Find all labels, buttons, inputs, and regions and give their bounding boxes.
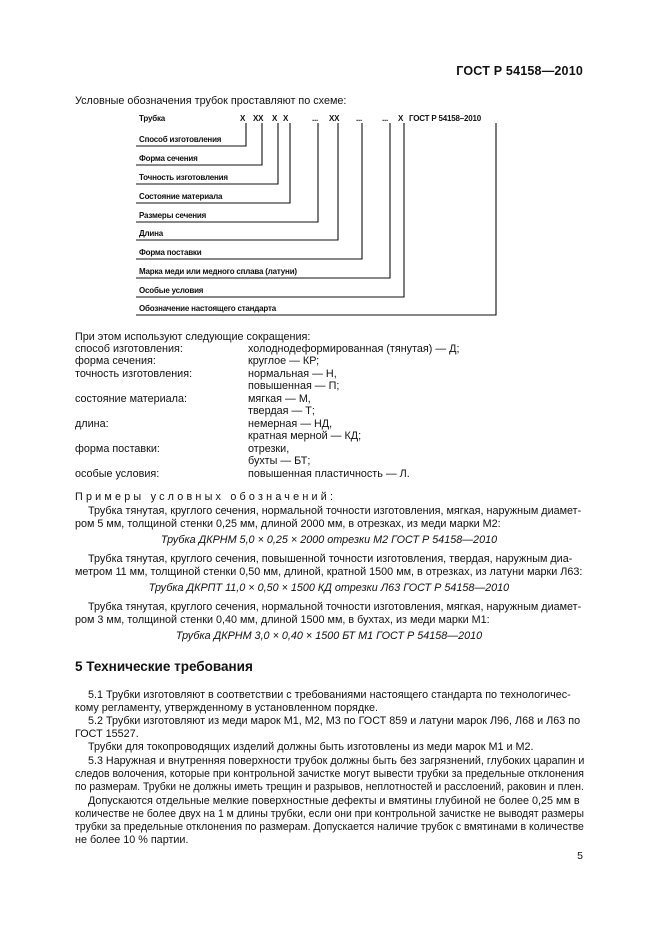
abbrev-value: отрезки, [248, 443, 290, 455]
abbrev-intro: При этом используют следующие сокращения: [75, 331, 311, 343]
scheme-row-label: Особые условия [139, 286, 204, 295]
scheme-slot: Х [398, 114, 404, 123]
page-number: 5 [577, 850, 583, 862]
scheme-slot: Х [240, 114, 246, 123]
abbrev-value: кратная мерной — КД; [248, 430, 362, 442]
abbrev-value: твердая — Т; [248, 405, 315, 417]
abbrev-term: особые условия: [75, 468, 160, 480]
abbrev-value: холоднодеформированная (тянутая) — Д; [248, 343, 460, 355]
abbrev-value: круглое — КР; [248, 355, 320, 367]
document-header: ГОСТ Р 54158—2010 [456, 64, 583, 78]
abbrev-value: повышенная — П; [248, 380, 340, 392]
scheme-slot: Х [272, 114, 278, 123]
abbrev-value: повышенная пластичность — Л. [248, 468, 410, 480]
section-title: 5 Технические требования [75, 659, 253, 674]
paragraph-line: Допускаются отдельные мелкие поверхностные дефекты и вмятины глубиной не более 0,25 мм в [88, 795, 580, 807]
abbrev-term: длина: [75, 418, 109, 430]
abbrev-term: форма поставки: [75, 443, 160, 455]
example-text: Трубка тянутая, круглого сечения, нормальной точности изготовления, мягкая, наружным диамет- [88, 601, 582, 613]
scheme-row-label: Обозначение настоящего стандарта [139, 304, 276, 313]
paragraph-line: 5.3 Наружная и внутренняя поверхности трубок должны быть без загрязнений, глубоких царапин и [88, 755, 585, 767]
paragraph-line: следов волочения, которые при контрольной зачистке могут вывести трубки за предельные отклонения [75, 768, 584, 780]
paragraph-line: ГОСТ 15527. [75, 728, 139, 740]
example-text: Трубка тянутая, круглого сечения, повышенной точности изготовления, твердая, наружным диа- [88, 553, 573, 565]
abbrev-value: нормальная — Н, [248, 368, 337, 380]
scheme-slot: ... [382, 114, 389, 123]
scheme-row-label: Размеры сечения [139, 211, 207, 220]
scheme-row-label: Способ изготовления [139, 135, 222, 144]
abbrev-term: точность изготовления: [75, 368, 193, 380]
example-text: ром 5 мм, толщиной стенки 0,25 мм, длиной 2000 мм, в отрезках, из меди марки М2: [75, 518, 501, 530]
scheme-slot: ХХ [329, 114, 340, 123]
example-text: Трубка тянутая, круглого сечения, нормальной точности изготовления, мягкая, наружным диамет- [88, 505, 582, 517]
paragraph-line: 5.2 Трубки изготовляют из меди марок М1, М2, М3 по ГОСТ 859 и латуни марок Л96, Л68 и Л63 по [88, 715, 581, 727]
scheme-row-label: Состояние материала [139, 192, 223, 201]
paragraph-line: Трубки для токопроводящих изделий должны быть изготовлены из меди марок М1 и М2. [88, 741, 534, 753]
abbrev-term: состояние материала: [75, 393, 187, 405]
examples-title: Примеры условных обозначений: [75, 491, 337, 503]
paragraph-line: кому регламенту, утвержденному в установленном порядке. [75, 702, 379, 714]
abbrev-value: бухты — БТ; [248, 455, 311, 467]
scheme-head-word: Трубка [139, 114, 166, 123]
scheme-row-label: Марка меди или медного сплава (латуни) [139, 267, 297, 276]
example-designation: Трубка ДКРПТ 11,0 × 0,50 × 1500 КД отрезки Л63 ГОСТ Р 54158—2010 [148, 582, 510, 594]
scheme-slot: ... [312, 114, 319, 123]
scheme-slot: ... [356, 114, 363, 123]
scheme-row-label: Точность изготовления [139, 173, 228, 182]
example-text: метром 11 мм, толщиной стенки 0,50 мм, длиной, кратной 1500 мм, в отрезках, из латуни марки Л63: [75, 566, 583, 578]
scheme-slot: ХХ [253, 114, 264, 123]
abbrev-term: форма сечения: [75, 355, 156, 367]
scheme-row-label: Длина [139, 229, 163, 238]
abbrev-term: способ изготовления: [75, 343, 183, 355]
paragraph-line: трубки за предельные отклонения по размерам. Допускается наличие трубок с вмятинами в количестве [75, 821, 584, 833]
scheme-intro: Условные обозначения трубок проставляют по схеме: [75, 95, 347, 107]
paragraph-line: количестве не более двух на 1 м длины трубки, если они при контрольной зачистке не выводят размеры [75, 808, 584, 820]
example-designation: Трубка ДКРНМ 3,0 × 0,40 × 1500 БТ М1 ГОСТ Р 54158—2010 [175, 630, 483, 642]
example-text: ром 3 мм, толщиной стенки 0,40 мм, длиной 1500 мм, в бухтах, из меди марки М1: [75, 614, 490, 626]
paragraph-line: по размерам. Трубки не должны иметь трещин и разрывов, неплотностей и расслоений, раковин и плен. [75, 781, 584, 793]
scheme-row-label: Форма поставки [139, 248, 202, 257]
scheme-slot: Х [283, 114, 289, 123]
example-designation: Трубка ДКРНМ 5,0 × 0,25 × 2000 отрезки М2 ГОСТ Р 54158—2010 [160, 534, 498, 546]
paragraph-line: не более 10 % партии. [75, 834, 189, 846]
abbrev-value: мягкая — М, [248, 393, 311, 405]
scheme-row-label: Форма сечения [139, 154, 198, 163]
abbrev-value: немерная — НД, [248, 418, 333, 430]
scheme-standard: ГОСТ Р 54158–2010 [409, 114, 481, 123]
paragraph-line: 5.1 Трубки изготовляют в соответствии с требованиями настоящего стандарта по технологичес- [88, 689, 571, 701]
